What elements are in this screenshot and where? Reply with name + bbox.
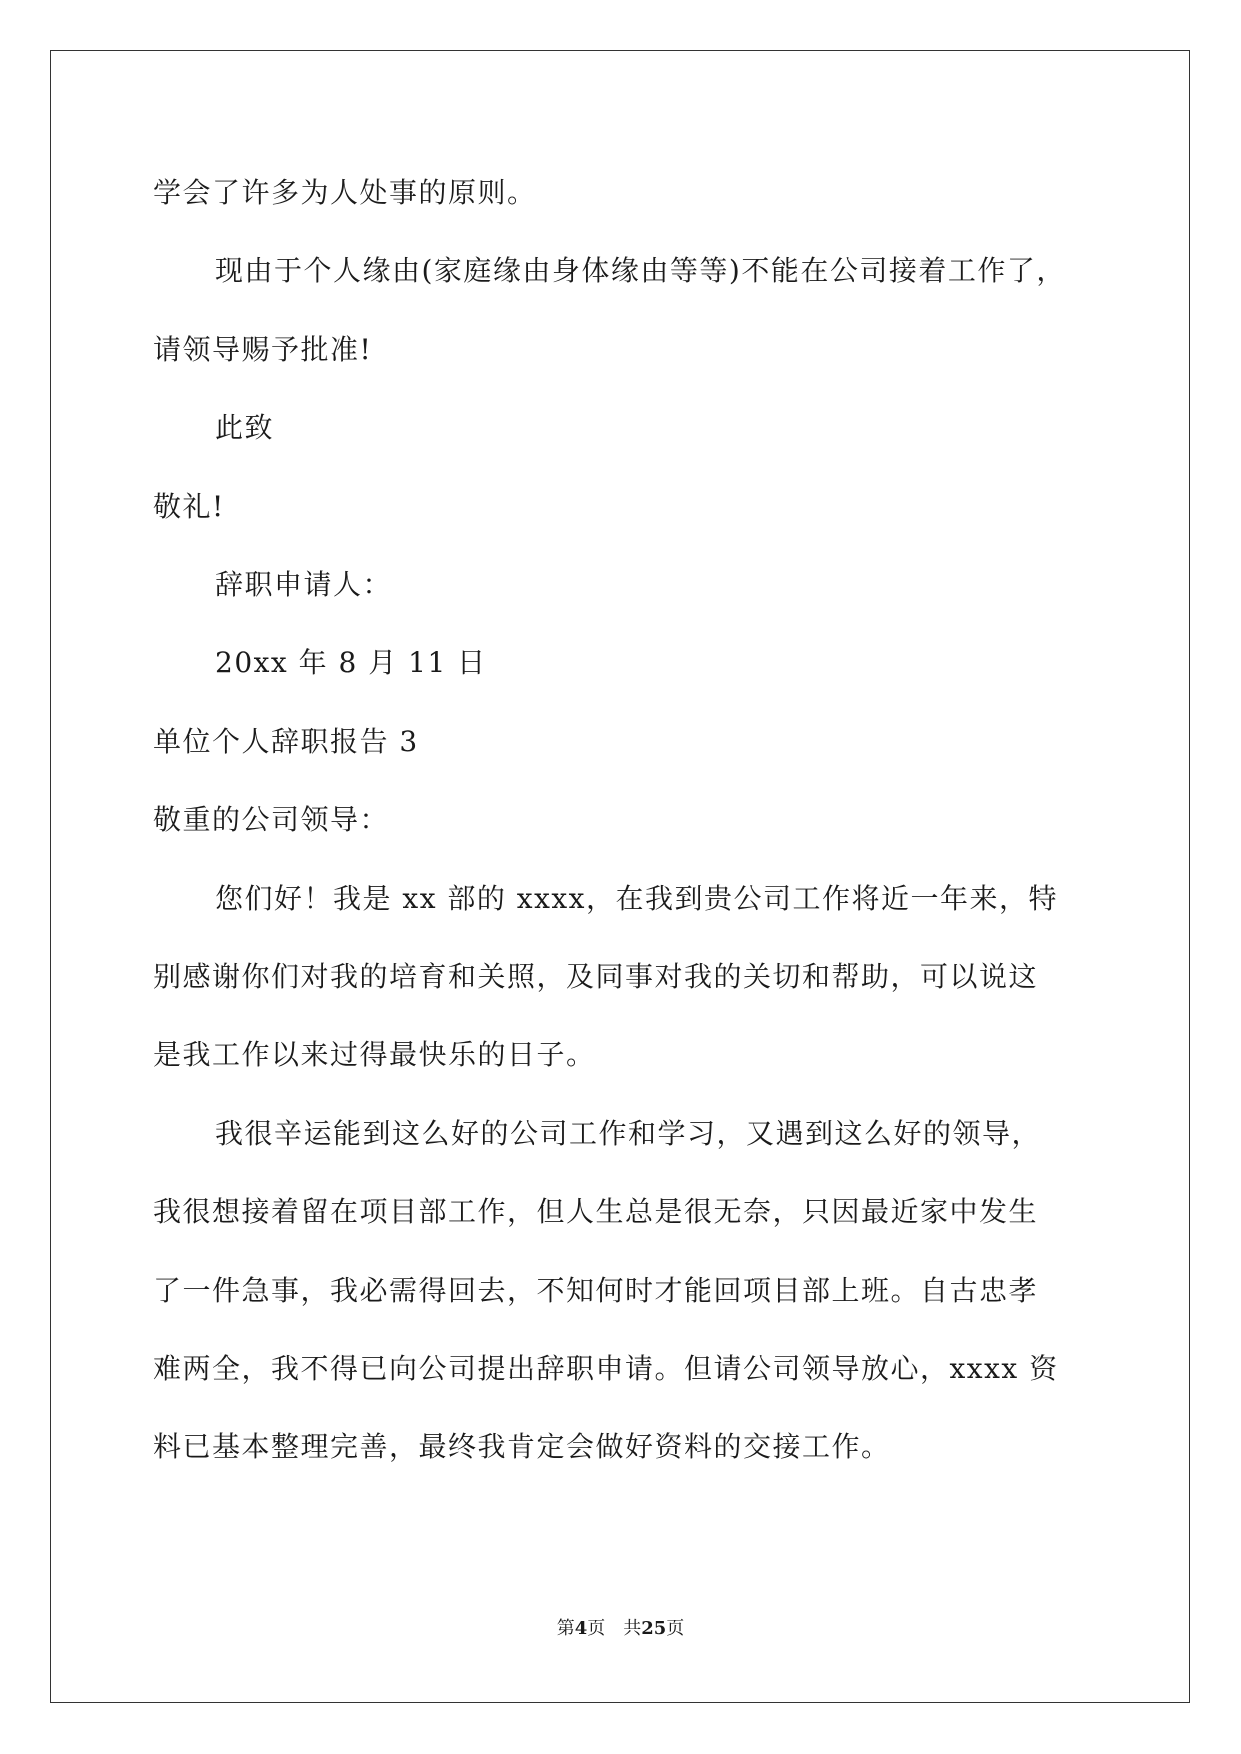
date-line: 20xx 年 8 月 11 日 <box>215 646 487 679</box>
greeting-line: 敬重的公司领导： <box>153 803 390 836</box>
paragraph-line: 我很想接着留在项目部工作，但人生总是很无奈，只因最近家中发生 <box>153 1195 1039 1228</box>
section-title: 单位个人辞职报告 3 <box>153 725 419 758</box>
paragraph-line: 我很辛运能到这么好的公司工作和学习，又遇到这么好的领导， <box>215 1117 1042 1150</box>
footer-total-pages: 25 <box>641 1618 667 1639</box>
closing-salutation: 此致 <box>215 411 275 444</box>
paragraph-line: 难两全，我不得已向公司提出辞职申请。但请公司领导放心，xxxx 资 <box>153 1352 1059 1385</box>
footer-page-number: 4 <box>574 1618 588 1639</box>
paragraph-line: 是我工作以来过得最快乐的日子。 <box>153 1038 596 1071</box>
paragraph-line: 学会了许多为人处事的原则。 <box>153 176 537 209</box>
signature-label: 辞职申请人： <box>215 568 393 601</box>
footer-total-suffix: 页 <box>666 1618 685 1639</box>
footer-page-suffix: 页 <box>587 1618 606 1639</box>
paragraph-line: 现由于个人缘由(家庭缘由身体缘由等等)不能在公司接着工作了， <box>215 254 1066 287</box>
closing-regards: 敬礼! <box>153 490 225 523</box>
paragraph-line: 您们好！我是 xx 部的 xxxx，在我到贵公司工作将近一年来，特 <box>215 882 1058 915</box>
paragraph-line: 了一件急事，我必需得回去，不知何时才能回项目部上班。自古忠孝 <box>153 1274 1039 1307</box>
paragraph-line: 料已基本整理完善，最终我肯定会做好资料的交接工作。 <box>153 1430 891 1463</box>
footer-page-prefix: 第 <box>556 1618 575 1639</box>
paragraph-line: 别感谢你们对我的培育和关照，及同事对我的关切和帮助，可以说这 <box>153 960 1039 993</box>
paragraph-line: 请领导赐予批准! <box>153 333 373 366</box>
footer-total-prefix: 共 <box>623 1618 642 1639</box>
page-footer <box>0 1617 1241 1641</box>
